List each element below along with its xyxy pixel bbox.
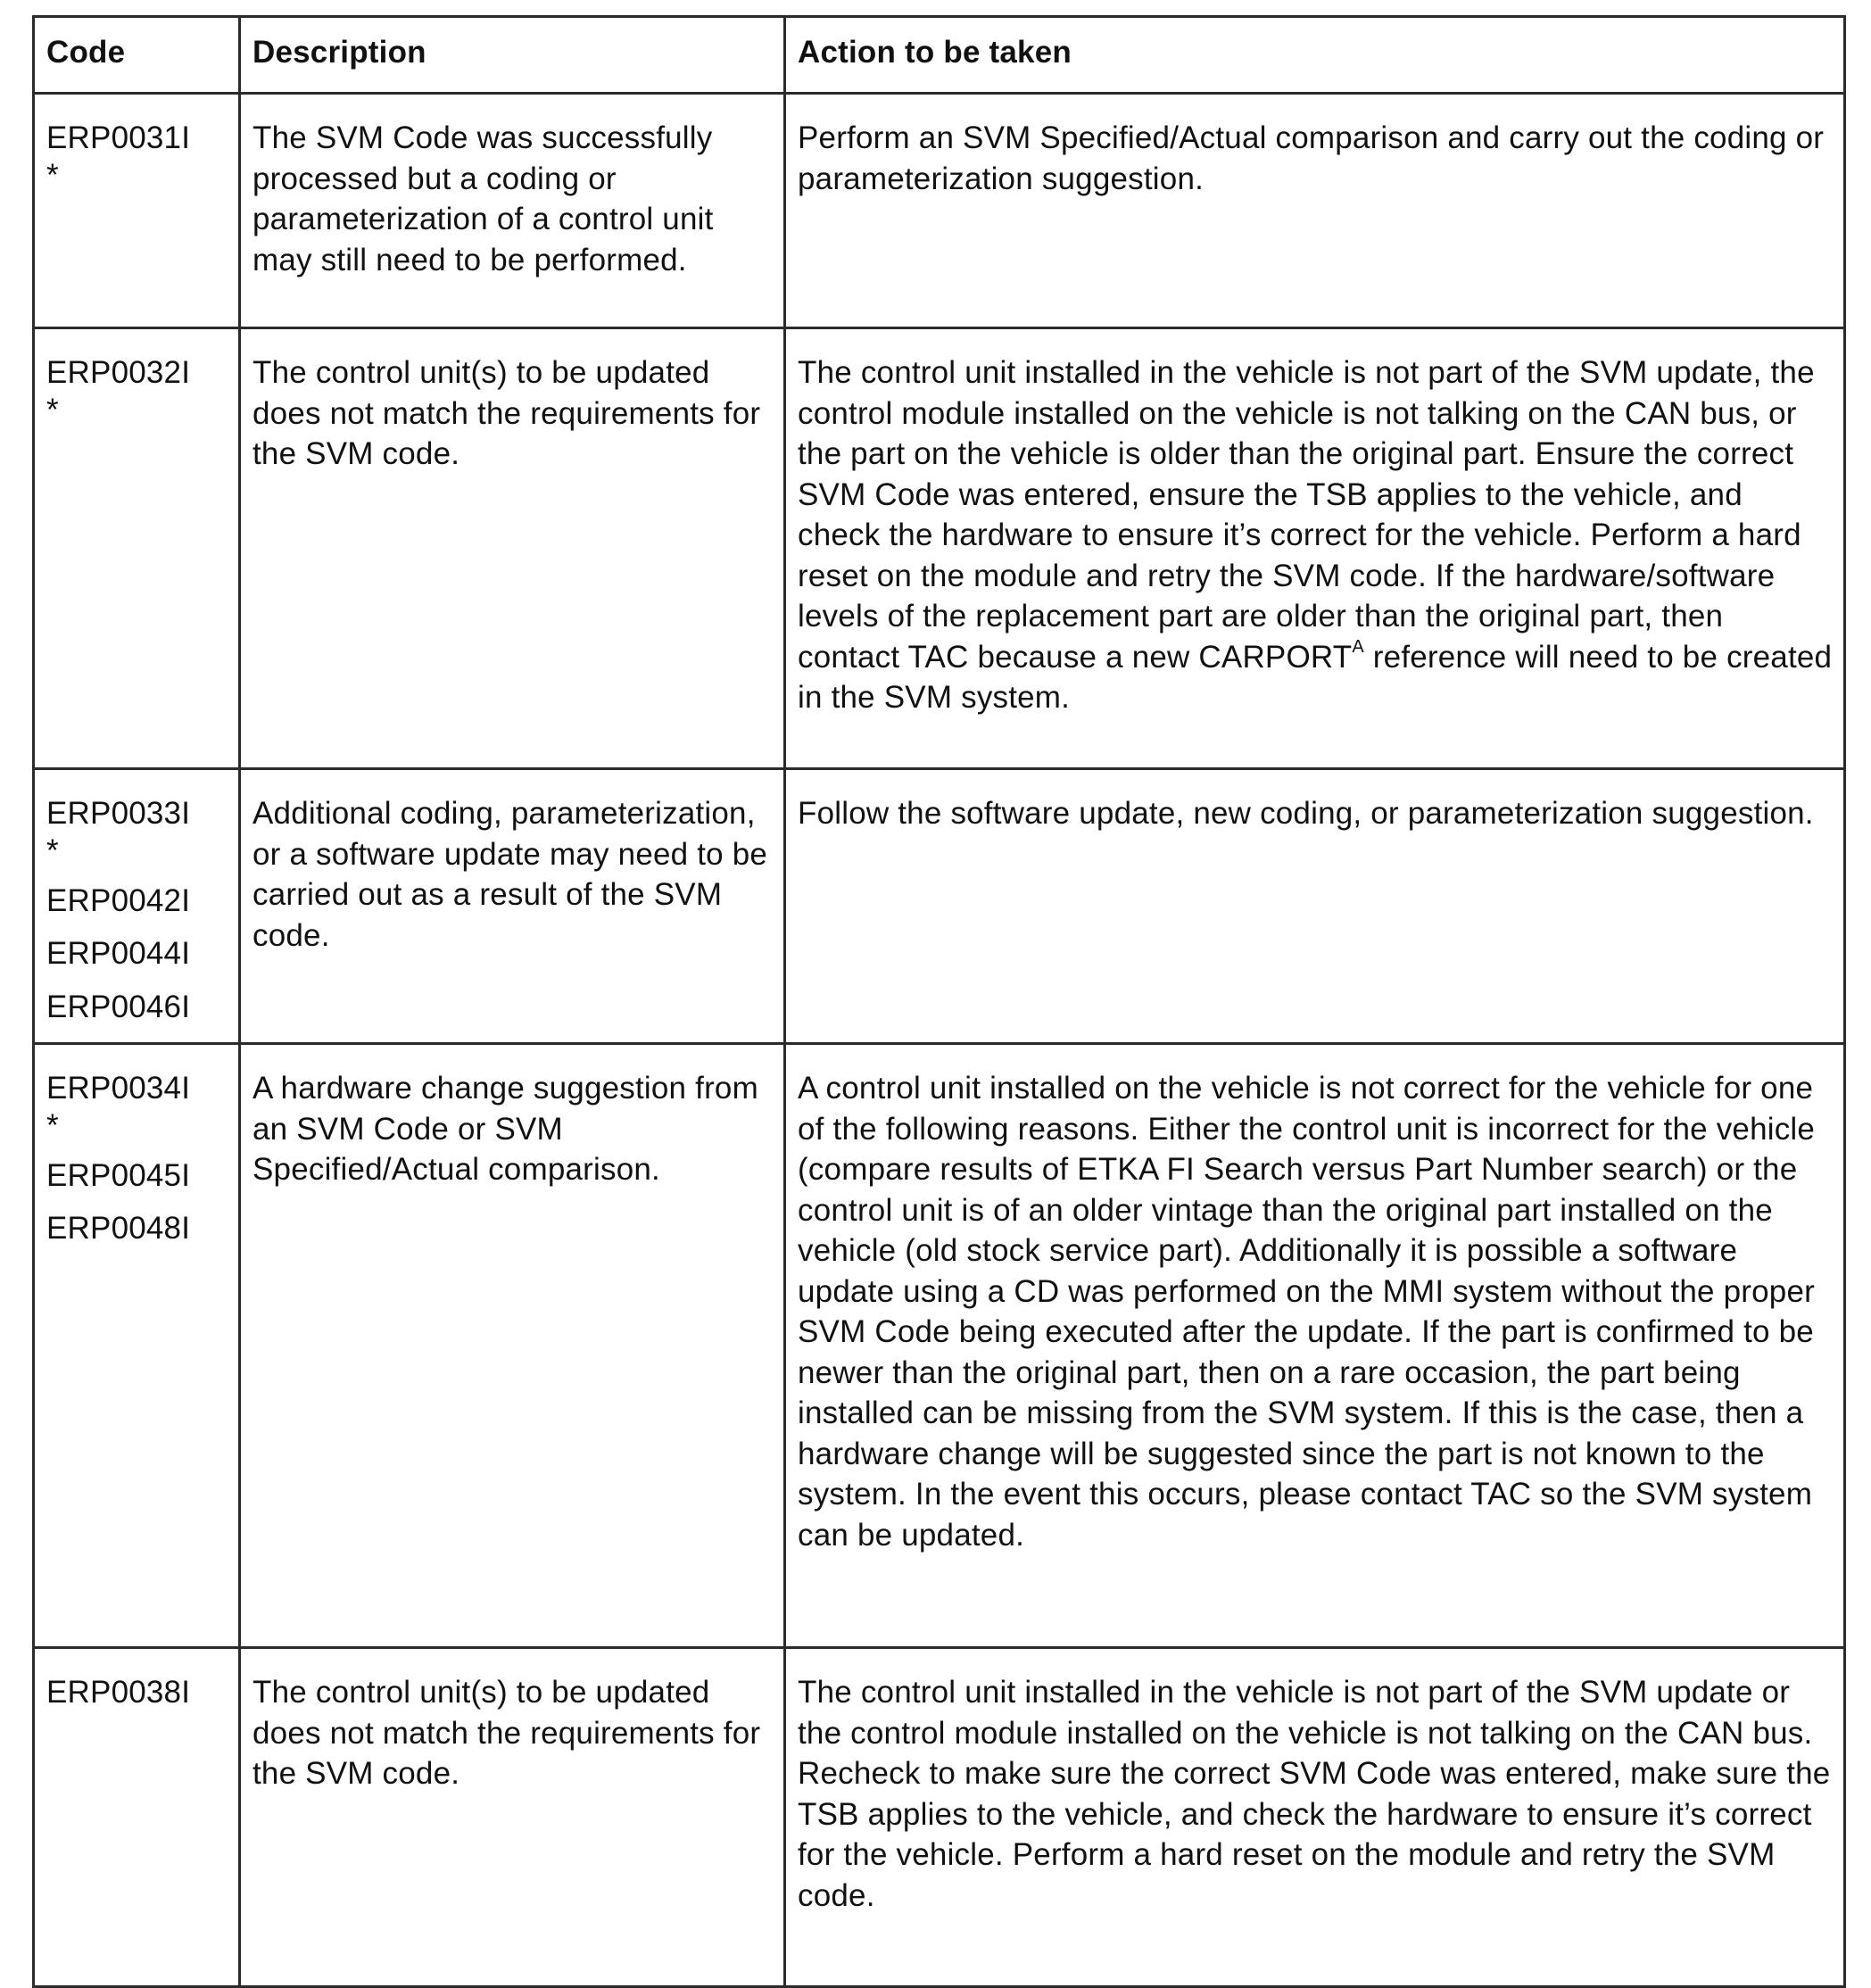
error-code-table xyxy=(32,15,1846,1988)
table-row xyxy=(34,94,1845,328)
error-code: ERP0034I xyxy=(46,1071,191,1106)
table-row xyxy=(34,1044,1845,1648)
description-cell: Additional coding, parameterization, or a software update may need to be carried out as a result of the SVM code. xyxy=(240,769,785,1044)
action-text: The control unit installed in the vehicle is not part of the SVM update, the control module installed on the vehicle is not talking on the CAN bus, or the part on the vehicle is older than the original part. Ensure the correct SVM Code was entered, ensure the TSB applies to the vehicle, and check the hardware to ensure it’s correct for the vehicle. Perform a hard reset on the module and retry the SVM code. If the hardware/software levels of the replacement part are older than the original part, then contact TAC because a new CARPORT xyxy=(798,355,1815,675)
description-cell: A hardware change suggestion from an SVM Code or SVM Specified/Actual comparison. xyxy=(240,1044,785,1648)
table-row xyxy=(34,328,1845,769)
action-cell: A control unit installed on the vehicle is not correct for the vehicle for one of the following reasons. Either the control unit is incorrect for the vehicle (compare results of ETKA FI Search versus Part Number search) or the control unit is of an older vintage than the original part installed on the vehicle (old stock service part). Additionally it is possible a software update using a CD was performed on the MMI system without the proper SVM Code being executed after the update. If the part is confirmed to be newer than the original part, then on a rare occasion, the part being installed can be missing from the SVM system. If this is the case, then a hardware change will be suggested since the part is not known to the system. In the event this occurs, please contact TAC so the SVM system can be updated. xyxy=(785,1044,1845,1648)
description-cell: The control unit(s) to be updated does not match the requirements for the SVM code. xyxy=(240,1648,785,1987)
asterisk-note: * xyxy=(46,1107,59,1143)
error-code: ERP0042I xyxy=(46,882,191,918)
action-text-continued: reference will need to be created in the SVM system. xyxy=(798,639,1833,715)
error-code: ERP0046I xyxy=(46,989,191,1024)
asterisk-note: * xyxy=(46,832,59,868)
description-cell: The SVM Code was successfully processed but a coding or parameterization of a control unit may still need to be performed. xyxy=(240,94,785,328)
action-cell: Perform an SVM Specified/Actual comparison and carry out the coding or parameterization suggestion. xyxy=(785,94,1845,328)
code-cell xyxy=(34,94,240,328)
header-description: Description xyxy=(240,17,785,94)
code-cell xyxy=(34,1044,240,1648)
superscript-mark: A xyxy=(1352,636,1364,657)
asterisk-note: * xyxy=(46,392,59,427)
action-cell: Follow the software update, new coding, or parameterization suggestion. xyxy=(785,769,1845,1044)
table-row xyxy=(34,1648,1845,1987)
error-code: ERP0032I xyxy=(46,355,191,390)
code-cell xyxy=(34,328,240,769)
action-cell xyxy=(785,328,1845,769)
header-action: Action to be taken xyxy=(785,17,1845,94)
header-code: Code xyxy=(34,17,240,94)
table-row xyxy=(34,769,1845,1044)
error-code: ERP0031I xyxy=(46,120,191,155)
asterisk-note: * xyxy=(46,157,59,193)
error-code: ERP0038I xyxy=(46,1675,191,1710)
error-code: ERP0045I xyxy=(46,1157,191,1193)
error-code: ERP0044I xyxy=(46,936,191,971)
code-cell xyxy=(34,1648,240,1987)
error-code: ERP0033I xyxy=(46,796,191,831)
code-cell xyxy=(34,769,240,1044)
table-header-row xyxy=(34,17,1845,94)
error-code: ERP0048I xyxy=(46,1211,191,1246)
description-cell: The control unit(s) to be updated does not match the requirements for the SVM code. xyxy=(240,328,785,769)
action-cell: The control unit installed in the vehicle is not part of the SVM update or the control module installed on the vehicle is not talking on the CAN bus. Recheck to make sure the correct SVM Code was entered, make sure the TSB applies to the vehicle, and check the hardware to ensure it’s correct for the vehicle. Perform a hard reset on the module and retry the SVM code. xyxy=(785,1648,1845,1987)
